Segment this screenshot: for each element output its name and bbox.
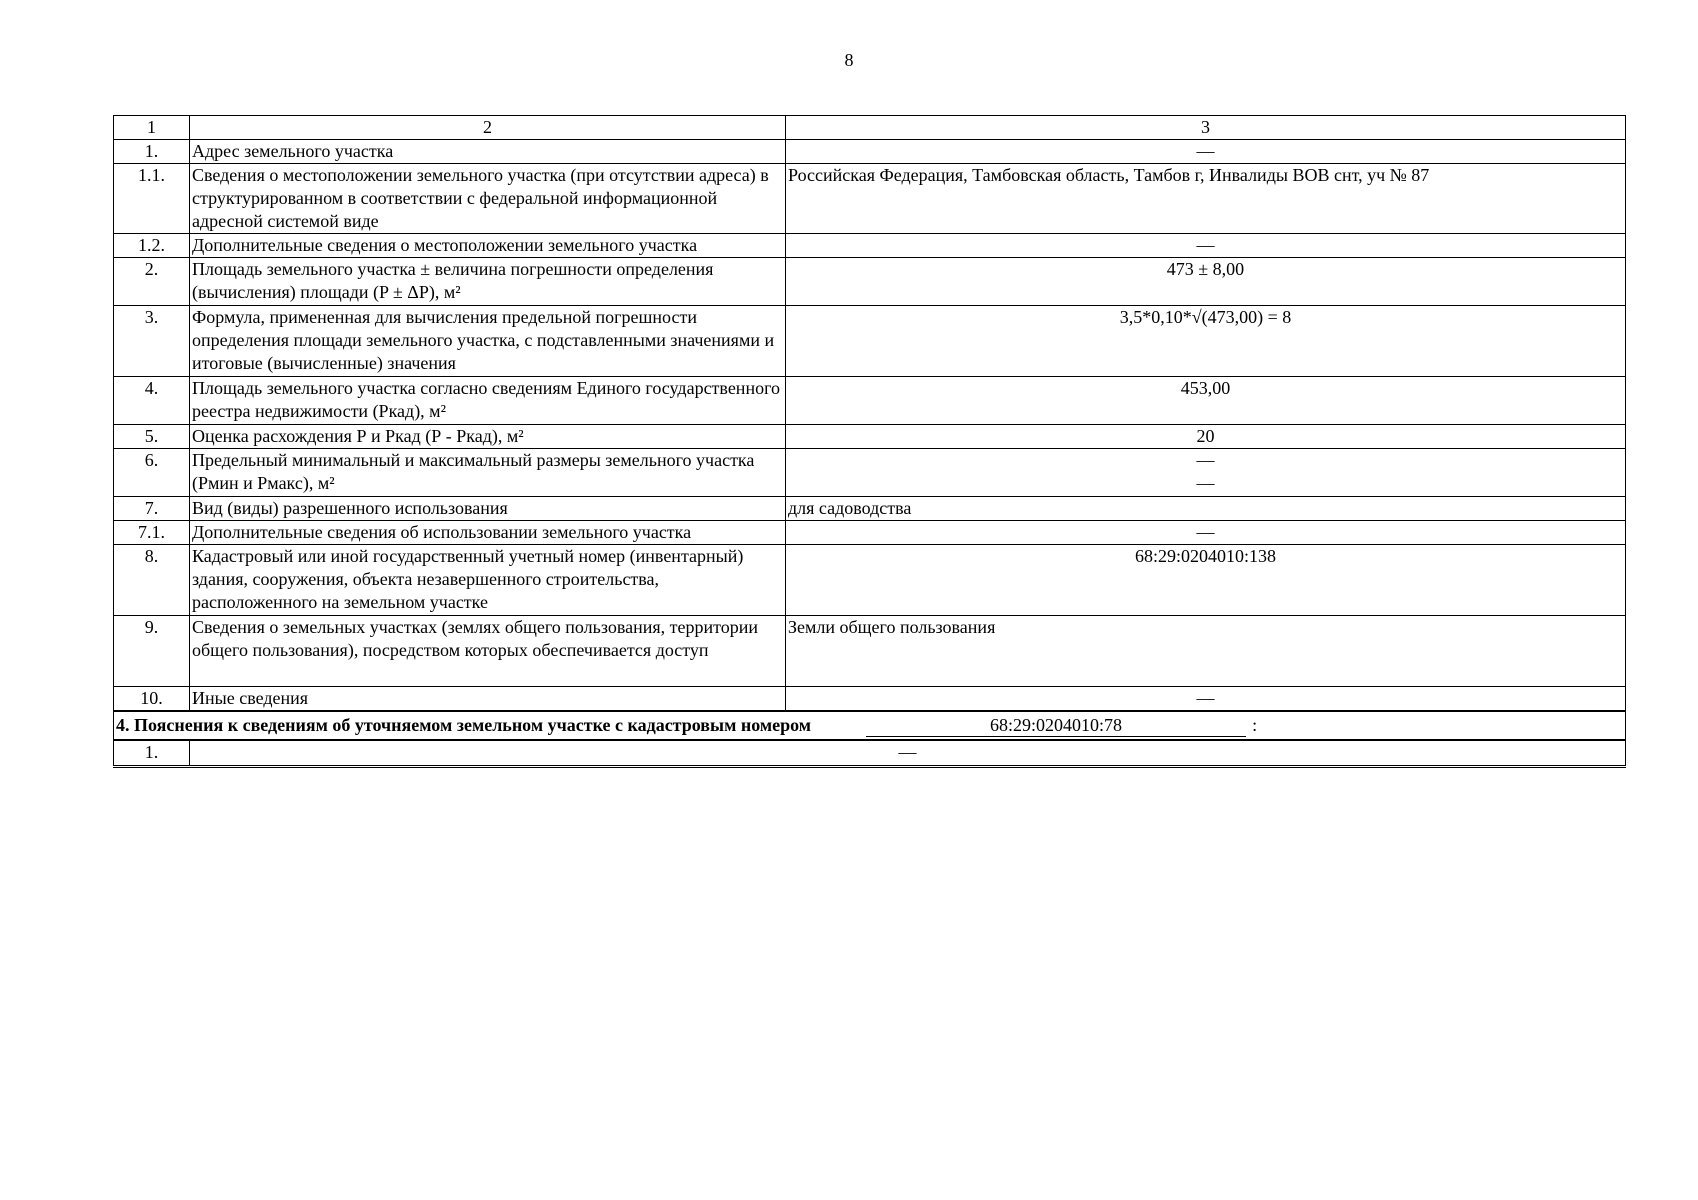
table-row bbox=[114, 258, 1626, 306]
row-value: — bbox=[786, 140, 1626, 164]
column-header-3: 3 bbox=[786, 116, 1626, 140]
row-number: 4. bbox=[114, 377, 190, 425]
section-4-title: 4. Пояснения к сведениям об уточняемом земельном участке с кадастровым номером bbox=[116, 715, 812, 735]
land-plot-info-table bbox=[113, 115, 1626, 768]
section-4-header bbox=[114, 711, 1626, 740]
table-row bbox=[114, 687, 1626, 712]
section-4-header-row bbox=[114, 711, 1626, 740]
row-value: 453,00 bbox=[786, 377, 1626, 425]
row-value: 473 ± 8,00 bbox=[786, 258, 1626, 306]
row-number: 1. bbox=[114, 740, 190, 766]
row-number: 5. bbox=[114, 425, 190, 449]
section-4-colon: : bbox=[1252, 715, 1258, 735]
table-row bbox=[114, 616, 1626, 687]
row-value: 3,5*0,10*√(473,00) = 8 bbox=[786, 306, 1626, 377]
table-row bbox=[114, 449, 1626, 497]
table-row bbox=[114, 306, 1626, 377]
row-value: Российская Федерация, Тамбовская область, Тамбов г, Инвалиды ВОВ снт, уч № 87 bbox=[786, 164, 1626, 234]
min-size-value: — bbox=[1196, 450, 1215, 470]
row-label: Предельный минимальный и максимальный размеры земельного участка (Рмин и Рмакс), м² bbox=[190, 449, 786, 497]
row-value: 68:29:0204010:138 bbox=[786, 545, 1626, 616]
row-label: Оценка расхождения Р и Ркад (Р - Ркад), м² bbox=[190, 425, 786, 449]
table-row bbox=[114, 164, 1626, 234]
row-label: Вид (виды) разрешенного использования bbox=[190, 497, 786, 521]
row-label: Дополнительные сведения о местоположении земельного участка bbox=[190, 234, 786, 258]
row-value: для садоводства bbox=[786, 497, 1626, 521]
row-label: Формула, примененная для вычисления предельной погрешности определения площади земельного участка, с подставленными значениями и итоговые (вычисленные) значения bbox=[190, 306, 786, 377]
table-row bbox=[114, 140, 1626, 164]
row-number: 9. bbox=[114, 616, 190, 687]
row-number: 1.1. bbox=[114, 164, 190, 234]
row-value: — bbox=[786, 687, 1626, 712]
table-row bbox=[114, 234, 1626, 258]
table-row bbox=[114, 377, 1626, 425]
max-size-value: — bbox=[1196, 473, 1215, 493]
row-value bbox=[786, 449, 1626, 497]
row-number: 2. bbox=[114, 258, 190, 306]
row-label: Иные сведения bbox=[190, 687, 786, 712]
row-number: 6. bbox=[114, 449, 190, 497]
row-value: Земли общего пользования bbox=[786, 616, 1626, 687]
row-number: 10. bbox=[114, 687, 190, 712]
row-label: Дополнительные сведения об использовании земельного участка bbox=[190, 521, 786, 545]
section-4-cadastral-number: 68:29:0204010:78 bbox=[866, 714, 1246, 737]
table-row bbox=[114, 545, 1626, 616]
row-label: Адрес земельного участка bbox=[190, 140, 786, 164]
table-row bbox=[114, 521, 1626, 545]
column-header-2: 2 bbox=[190, 116, 786, 140]
table-row bbox=[114, 740, 1626, 766]
row-number: 1. bbox=[114, 140, 190, 164]
row-number: 1.2. bbox=[114, 234, 190, 258]
row-number: 8. bbox=[114, 545, 190, 616]
row-number: 7. bbox=[114, 497, 190, 521]
table-row bbox=[114, 425, 1626, 449]
row-label: Кадастровый или иной государственный учетный номер (инвентарный) здания, сооружения, объекта незавершенного строительства, расположенного на земельном участке bbox=[190, 545, 786, 616]
row-number: 3. bbox=[114, 306, 190, 377]
row-value: — bbox=[786, 521, 1626, 545]
row-number: 7.1. bbox=[114, 521, 190, 545]
row-label: Сведения о земельных участках (землях общего пользования, территории общего пользования), посредством которых обеспечивается доступ bbox=[190, 616, 786, 687]
column-header-1: 1 bbox=[114, 116, 190, 140]
table-row bbox=[114, 497, 1626, 521]
column-header-row bbox=[114, 116, 1626, 140]
row-value: — bbox=[786, 234, 1626, 258]
row-label: Площадь земельного участка согласно сведениям Единого государственного реестра недвижимости (Ркад), м² bbox=[190, 377, 786, 425]
row-value: — bbox=[190, 740, 1626, 766]
row-label: Площадь земельного участка ± величина погрешности определения (вычисления) площади (P ± ΔP), м² bbox=[190, 258, 786, 306]
row-label: Сведения о местоположении земельного участка (при отсутствии адреса) в структурированном в соответствии с федеральной информационной адресной системой виде bbox=[190, 164, 786, 234]
page-number: 8 bbox=[844, 50, 854, 70]
row-value: 20 bbox=[786, 425, 1626, 449]
